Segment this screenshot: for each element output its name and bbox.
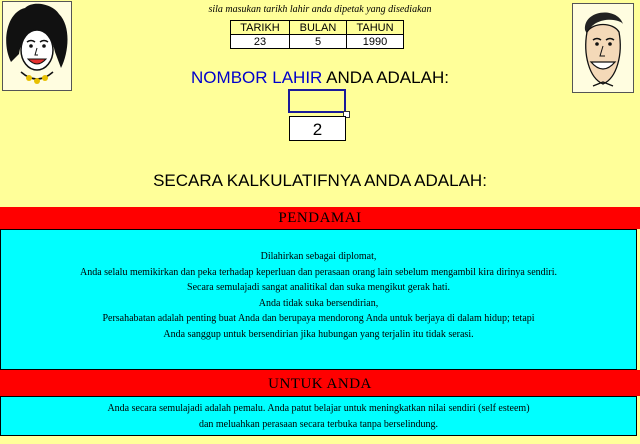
bottom-strip [0,436,640,444]
description-line: Anda selalu memikirkan dan peka terhadap keperluan dan perasaan orang lain sebelum mengambil kira dirinya sendiri. [79,266,558,278]
calc-heading: SECARA KALKULATIFNYA ANDA ADALAH: [153,171,487,190]
header-tarikh: TARIKH [231,21,290,35]
header-bulan: BULAN [290,21,347,35]
description-line: Persahabatan adalah penting buat Anda dan berupaya mendorong Anda untuk berjaya di dalam hidup; tetapi [102,313,535,325]
bulan-input[interactable]: 5 [290,35,347,49]
birth-number-value: 2 [289,116,346,141]
section-title-pendamai: PENDAMAI [278,210,362,226]
birth-number-label: NOMBOR LAHIR [191,68,323,87]
description-line: Dilahirkan sebagai diplomat, [260,251,377,262]
date-input-table [230,20,404,49]
advice-line: dan meluahkan perasaan secara terbuka tanpa berselindung. [198,419,439,430]
advice-line: Anda secara semulajadi adalah pemalu. Anda patut belajar untuk meningkatkan nilai sendiri (self esteem) [107,403,530,414]
description-line: Secara semulajadi sangat analitikal dan suka mengikut gerak hati. [187,282,450,294]
tarikh-input[interactable]: 23 [231,35,290,49]
description-text [0,249,637,343]
advice-text [0,401,637,433]
description-line: Anda tidak suka bersendirian, [258,297,379,309]
tahun-input[interactable]: 1990 [347,35,404,49]
header-tahun: TAHUN [347,21,404,35]
selected-cell[interactable] [288,89,346,113]
section-title-untuk-anda: UNTUK ANDA [268,376,372,392]
description-line: Anda sanggup untuk bersendirian jika hubungan yang terjalin itu tidak serasi. [163,328,474,340]
birth-number-label-rest: ANDA ADALAH: [322,68,449,87]
birth-number-heading [0,68,640,88]
instruction-text: sila masukan tarikh lahir anda dipetak yang disediakan [208,4,432,15]
